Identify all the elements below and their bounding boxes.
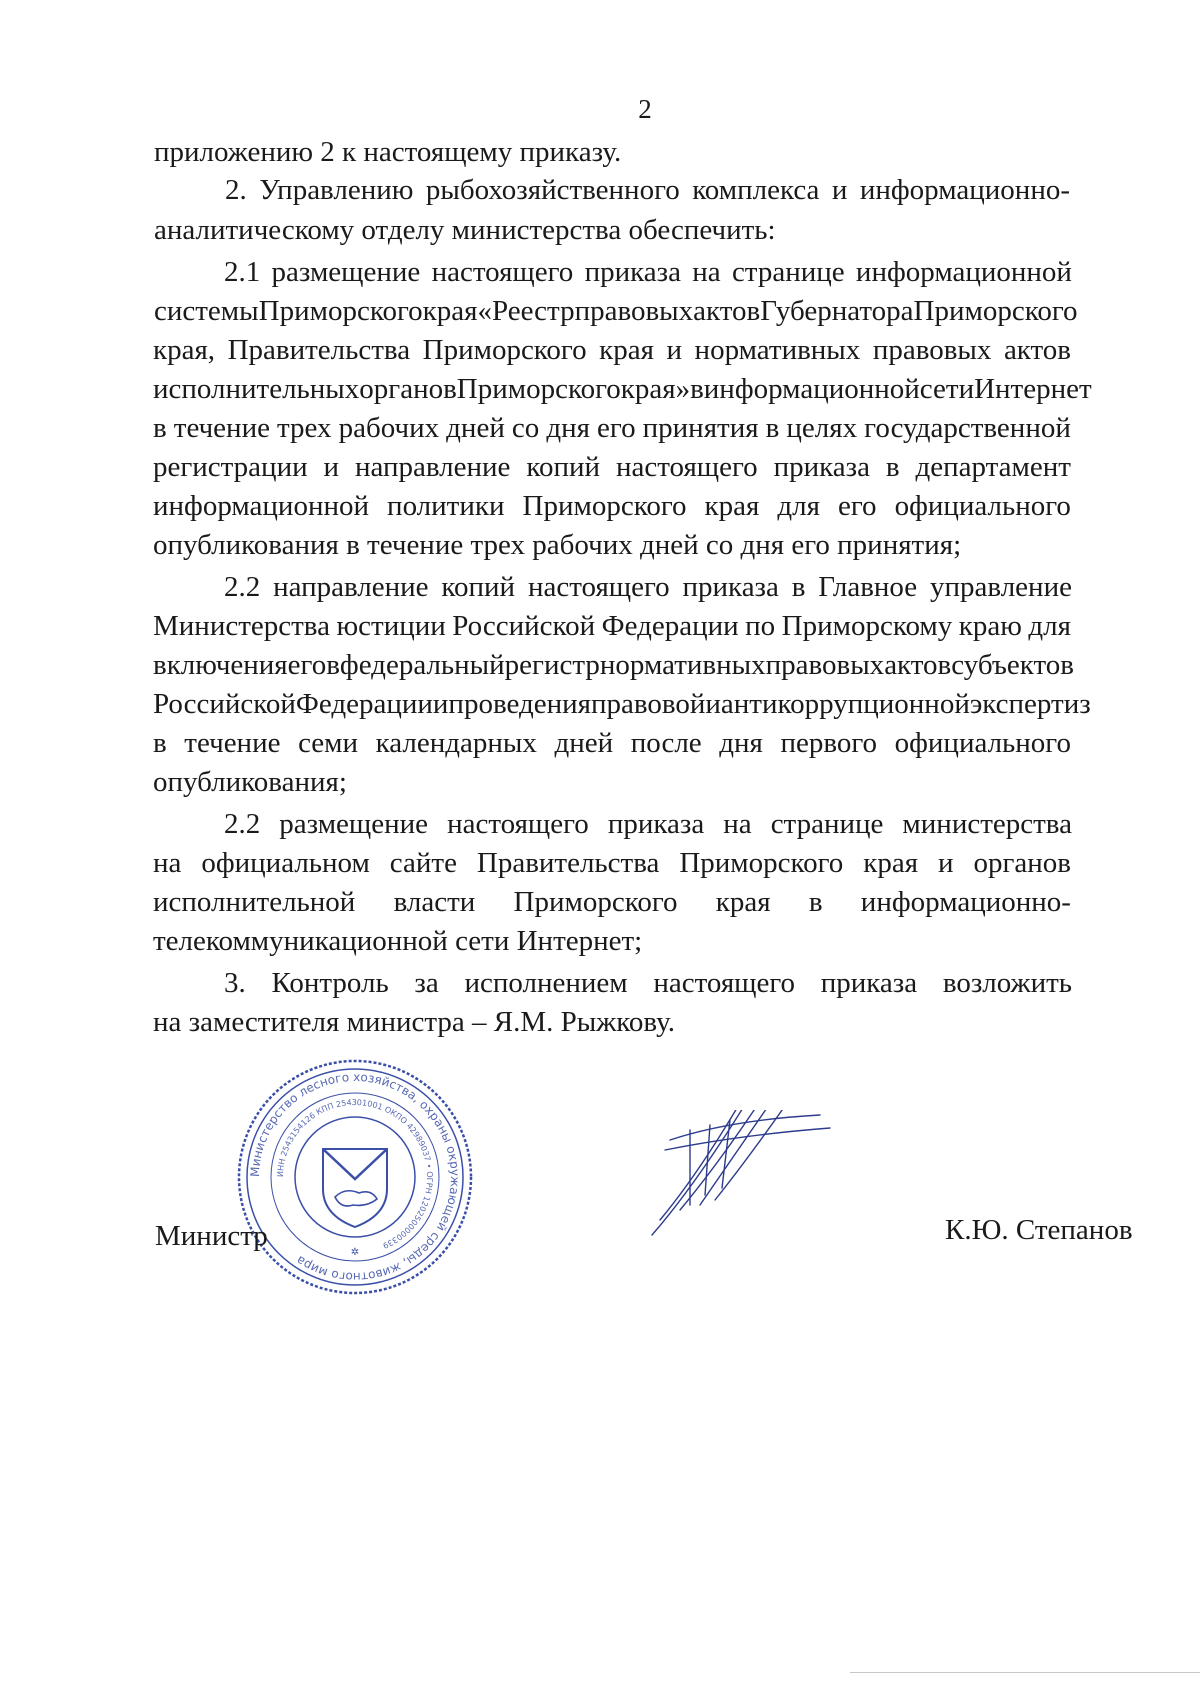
word: дня	[546, 412, 590, 444]
svg-text:Министерство лесного хозяйства: Министерство лесного хозяйства, охраны окружающей среды, животного мира	[247, 1069, 463, 1285]
word: трех	[277, 412, 332, 444]
word: информационной	[153, 490, 370, 522]
word: исполнительной	[153, 886, 356, 918]
word: края	[863, 847, 919, 879]
word: актов	[1003, 334, 1071, 366]
word: нормативных	[599, 649, 766, 681]
word: 2.	[225, 174, 247, 206]
text-line	[153, 408, 1071, 448]
text-line	[153, 684, 1091, 724]
svg-text:ИНН 2543154126 КПП 254301001 О: ИНН 2543154126 КПП 254301001 ОКПО 42989037 • ОГРН 1202500000339	[275, 1097, 435, 1251]
text-line	[153, 606, 1071, 646]
word: настоящего	[431, 256, 574, 288]
word: правовых	[574, 295, 694, 327]
word: Федерации	[601, 610, 739, 642]
word: и	[705, 688, 721, 720]
word: информационно-	[860, 886, 1071, 918]
word: в	[791, 571, 806, 603]
word: системы	[154, 295, 259, 327]
text-line: опубликования;	[153, 766, 347, 798]
word: 3.	[224, 967, 246, 999]
text-line	[225, 170, 1070, 210]
text-line	[153, 645, 1074, 685]
word: Министерства	[153, 610, 330, 642]
text-line	[224, 567, 1072, 607]
word: Приморского	[422, 334, 587, 366]
word: в	[885, 451, 900, 483]
word: его	[837, 490, 877, 522]
word: 2.1	[224, 256, 261, 288]
word: и	[666, 334, 683, 366]
word: официального	[894, 490, 1071, 522]
word: информационной	[855, 256, 1072, 288]
word: актов	[693, 295, 761, 327]
word: и	[831, 174, 848, 206]
word: и	[323, 451, 340, 483]
word: Российской	[452, 610, 596, 642]
word: в	[765, 412, 780, 444]
word: нормативных	[694, 334, 861, 366]
word: исполнением	[464, 967, 628, 999]
page-number: 2	[638, 94, 652, 124]
word: дней	[554, 727, 614, 759]
text-line	[153, 882, 1071, 922]
word: Управлению	[259, 174, 414, 206]
word: 2.2	[224, 571, 261, 603]
word: исполнительных	[153, 373, 360, 405]
text-line	[153, 486, 1071, 526]
word: Правительства	[476, 847, 660, 879]
word: в	[326, 649, 340, 681]
word: Приморского	[913, 295, 1078, 327]
text-line	[153, 369, 1092, 409]
word: края	[422, 295, 478, 327]
word: Контроль	[271, 967, 389, 999]
word: течение	[173, 412, 270, 444]
word: копий	[441, 571, 516, 603]
word: Российской	[153, 688, 296, 720]
text-line: телекоммуникационной сети Интернет;	[153, 925, 643, 957]
word: рабочих	[338, 412, 440, 444]
text-line	[224, 252, 1072, 292]
word: власти	[393, 886, 476, 918]
word: в	[153, 412, 167, 444]
word: федеральный	[339, 649, 505, 681]
word: его	[597, 412, 636, 444]
word: Приморского	[258, 295, 423, 327]
word: Приморского	[522, 490, 687, 522]
word: его	[287, 649, 327, 681]
word: календарных	[375, 727, 537, 759]
word: и	[432, 688, 449, 720]
word: настоящего	[653, 967, 796, 999]
word: размещение	[279, 808, 429, 840]
word: приказа	[682, 571, 779, 603]
text-line	[224, 804, 1072, 844]
word: 2.2	[224, 808, 261, 840]
word: государственной	[864, 412, 1071, 444]
word: на	[692, 256, 721, 288]
word: рыбохозяйственного	[425, 174, 680, 206]
scan-edge-line	[850, 1672, 1200, 1673]
word: информационной	[703, 373, 920, 405]
word: органов	[973, 847, 1071, 879]
word: в	[690, 373, 704, 405]
word: по	[745, 610, 776, 642]
word: странице	[770, 808, 884, 840]
text-line	[224, 963, 1072, 1003]
word: приказа	[820, 967, 918, 999]
word: в	[808, 886, 823, 918]
word: Приморского	[456, 373, 621, 405]
word: Приморского	[513, 886, 678, 918]
word: края	[715, 886, 771, 918]
word: края	[599, 334, 654, 366]
word: направление	[354, 451, 511, 483]
word: приказа	[607, 808, 705, 840]
word: со	[511, 412, 540, 444]
word: семи	[298, 727, 359, 759]
word: министерства	[902, 808, 1072, 840]
word: приказа	[773, 451, 870, 483]
word: Главное	[818, 571, 918, 603]
word: направление	[273, 571, 429, 603]
word: края»	[620, 373, 691, 405]
word: настоящего	[447, 808, 589, 840]
text-line	[153, 330, 1071, 370]
word: политики	[387, 490, 505, 522]
word: регистр	[504, 649, 600, 681]
word: течение	[184, 727, 281, 759]
word: Губернатора	[760, 295, 914, 327]
word: дней	[446, 412, 505, 444]
word: субъектов	[951, 649, 1074, 681]
signatory-title: Министр	[155, 1220, 268, 1252]
word: антикоррупционной	[720, 688, 970, 720]
text-line: приложению 2 к настоящему приказу.	[154, 136, 622, 168]
word: Приморскому	[781, 610, 953, 642]
text-line	[153, 723, 1071, 763]
word: регистрации	[153, 451, 308, 483]
word: правовых	[765, 649, 885, 681]
official-seal	[235, 1057, 475, 1297]
word: Приморского	[679, 847, 844, 879]
word: за	[414, 967, 439, 999]
word: первого	[780, 727, 878, 759]
word: после	[630, 727, 702, 759]
word: департамент	[915, 451, 1071, 483]
word: проведения	[448, 688, 591, 720]
word: принятия	[642, 412, 759, 444]
word: края,	[153, 334, 216, 366]
word: в	[153, 727, 167, 759]
word: управление	[930, 571, 1072, 603]
word: экспертиз	[969, 688, 1091, 720]
signatory-name: К.Ю. Степанов	[945, 1214, 1133, 1246]
word: официального	[894, 727, 1071, 759]
word: правовых	[872, 334, 992, 366]
word: сайте	[389, 847, 457, 879]
word: странице	[731, 256, 845, 288]
text-line: аналитическому отделу министерства обеспечить:	[154, 214, 776, 246]
word: актов	[884, 649, 952, 681]
word: и	[938, 847, 954, 879]
word: официальном	[201, 847, 370, 879]
text-line	[153, 447, 1071, 487]
word: целях	[786, 412, 858, 444]
word: дня	[719, 727, 763, 759]
word: правовой	[590, 688, 706, 720]
word: возложить	[942, 967, 1072, 999]
word: настоящего	[527, 571, 670, 603]
word: Федерации	[295, 688, 433, 720]
word: сети	[919, 373, 975, 405]
text-line: опубликования в течение трех рабочих дней со дня его принятия;	[153, 529, 962, 561]
handwritten-signature	[650, 1110, 890, 1350]
text-line	[153, 843, 1071, 883]
word: Правительства	[227, 334, 411, 366]
word: органов	[359, 373, 457, 405]
word: края	[704, 490, 760, 522]
svg-text:✲: ✲	[350, 1247, 360, 1258]
word: Интернет	[974, 373, 1092, 405]
word: информационно-	[859, 174, 1070, 206]
word: для	[1028, 610, 1071, 642]
word: настоящего	[615, 451, 758, 483]
word: комплекса	[692, 174, 820, 206]
text-line	[154, 291, 1078, 331]
text-line: на заместителя министра – Я.М. Рыжкову.	[153, 1006, 675, 1038]
word: включения	[153, 649, 288, 681]
word: юстиции	[336, 610, 446, 642]
word: «Реестр	[477, 295, 575, 327]
word: на	[153, 847, 182, 879]
word: копий	[526, 451, 601, 483]
word: на	[723, 808, 752, 840]
word: для	[777, 490, 820, 522]
word: приказа	[584, 256, 681, 288]
word: размещение	[271, 256, 421, 288]
word: краю	[958, 610, 1022, 642]
